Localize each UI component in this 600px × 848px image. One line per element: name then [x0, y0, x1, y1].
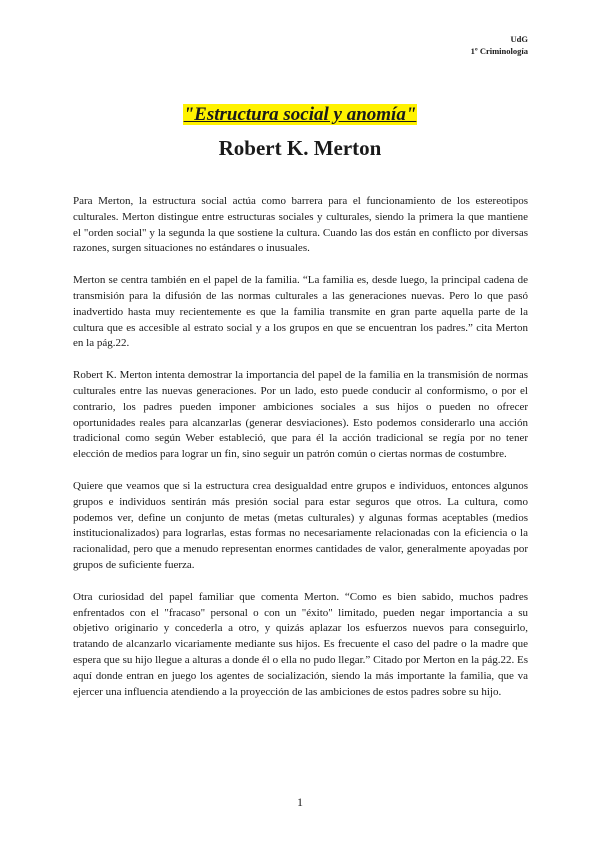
document-title	[0, 104, 600, 126]
document-author: Robert K. Merton	[218, 136, 382, 160]
document-title-text: "Estructura social y anomía"	[183, 104, 417, 125]
paragraph-1: Para Merton, la estructura social actúa como barrera para el funcionamiento de los estereotipos culturales. Merton distingue entre estructuras sociales y culturales, siendo la primera la que mantiene el "orden social" y la segunda la que sostiene la cultura. Cuando las dos están en conflicto por diversas razones, surgen situaciones no estándares o inusuales.	[73, 195, 528, 255]
paragraph-3: Robert K. Merton intenta demostrar la importancia del papel de la familia en la transmisión de normas culturales entre las nuevas generaciones. Por un lado, esto puede conducir al conformismo, o por el contrario, los padres pueden imponer ambiciones sociales a sus hijos o pueden no ofrecer oportunidades reales para alcanzarlas (generar desviaciones). Esto podemos considerarlo una acción tradicional como según Weber estableció, que para él la acción tradicional se regía por no tener elección de medios para lograr un fin, sino seguir un patrón común o ciertas normas de costumbre.	[73, 369, 528, 461]
document-body	[73, 194, 528, 716]
paragraph-5: Otra curiosidad del papel familiar que comenta Merton. “Como es bien sabido, muchos padres enfrentados con el "fracaso" personal o con un "éxito" limitado, pueden negar importancia a su objetivo originario y concederla a otro, y quizás aplazar los esfuerzos nuevos para conseguirlo, tratando de alcanzarlo vicariamente mediante sus hijos. Es frecuente el caso del padre o la madre que espera que su hijo llegue a alturas a donde él o ella no pudo llegar.” Citado por Merton en la pág.22. Es aquí donde entran en juego los agentes de socialización, siendo la más importante la familia, que va ejercer una influencia atendiendo a la proyección de las ambiciones de estos padres sobre su hijo.	[73, 590, 528, 698]
header-institution: UdG	[510, 34, 528, 44]
page-number: 1	[297, 795, 303, 809]
paragraph-2: Merton se centra también en el papel de la familia. “La familia es, desde luego, la principal cadena de transmisión para la difusión de las normas culturales a las generaciones nuevas. Pero lo que pasó inadvertido hasta muy recientemente es que la familia transmite en gran parte aquella parte de la cultura que es accesible al estrato social y a los grupos en que se encuentran los padres.” cita Merton en la pág.22.	[73, 274, 528, 350]
header-course: 1º Criminología	[470, 46, 528, 56]
page-header	[471, 33, 528, 57]
paragraph-4: Quiere que veamos que si la estructura crea desigualdad entre grupos e individuos, entonces algunos grupos e individuos sentirán más presión social para estar seguros que otros. La cultura, como podemos ver, define un conjunto de metas (metas culturales) y algunas formas aceptables (medios institucionalizados) para lograrlas, estas formas no necesariamente relacionadas con la eficiencia o la racionalidad, pero que a menudo representan enormes cantidades de valor, generalmente apoyadas por grupos de suficiente fuerza.	[73, 479, 528, 571]
